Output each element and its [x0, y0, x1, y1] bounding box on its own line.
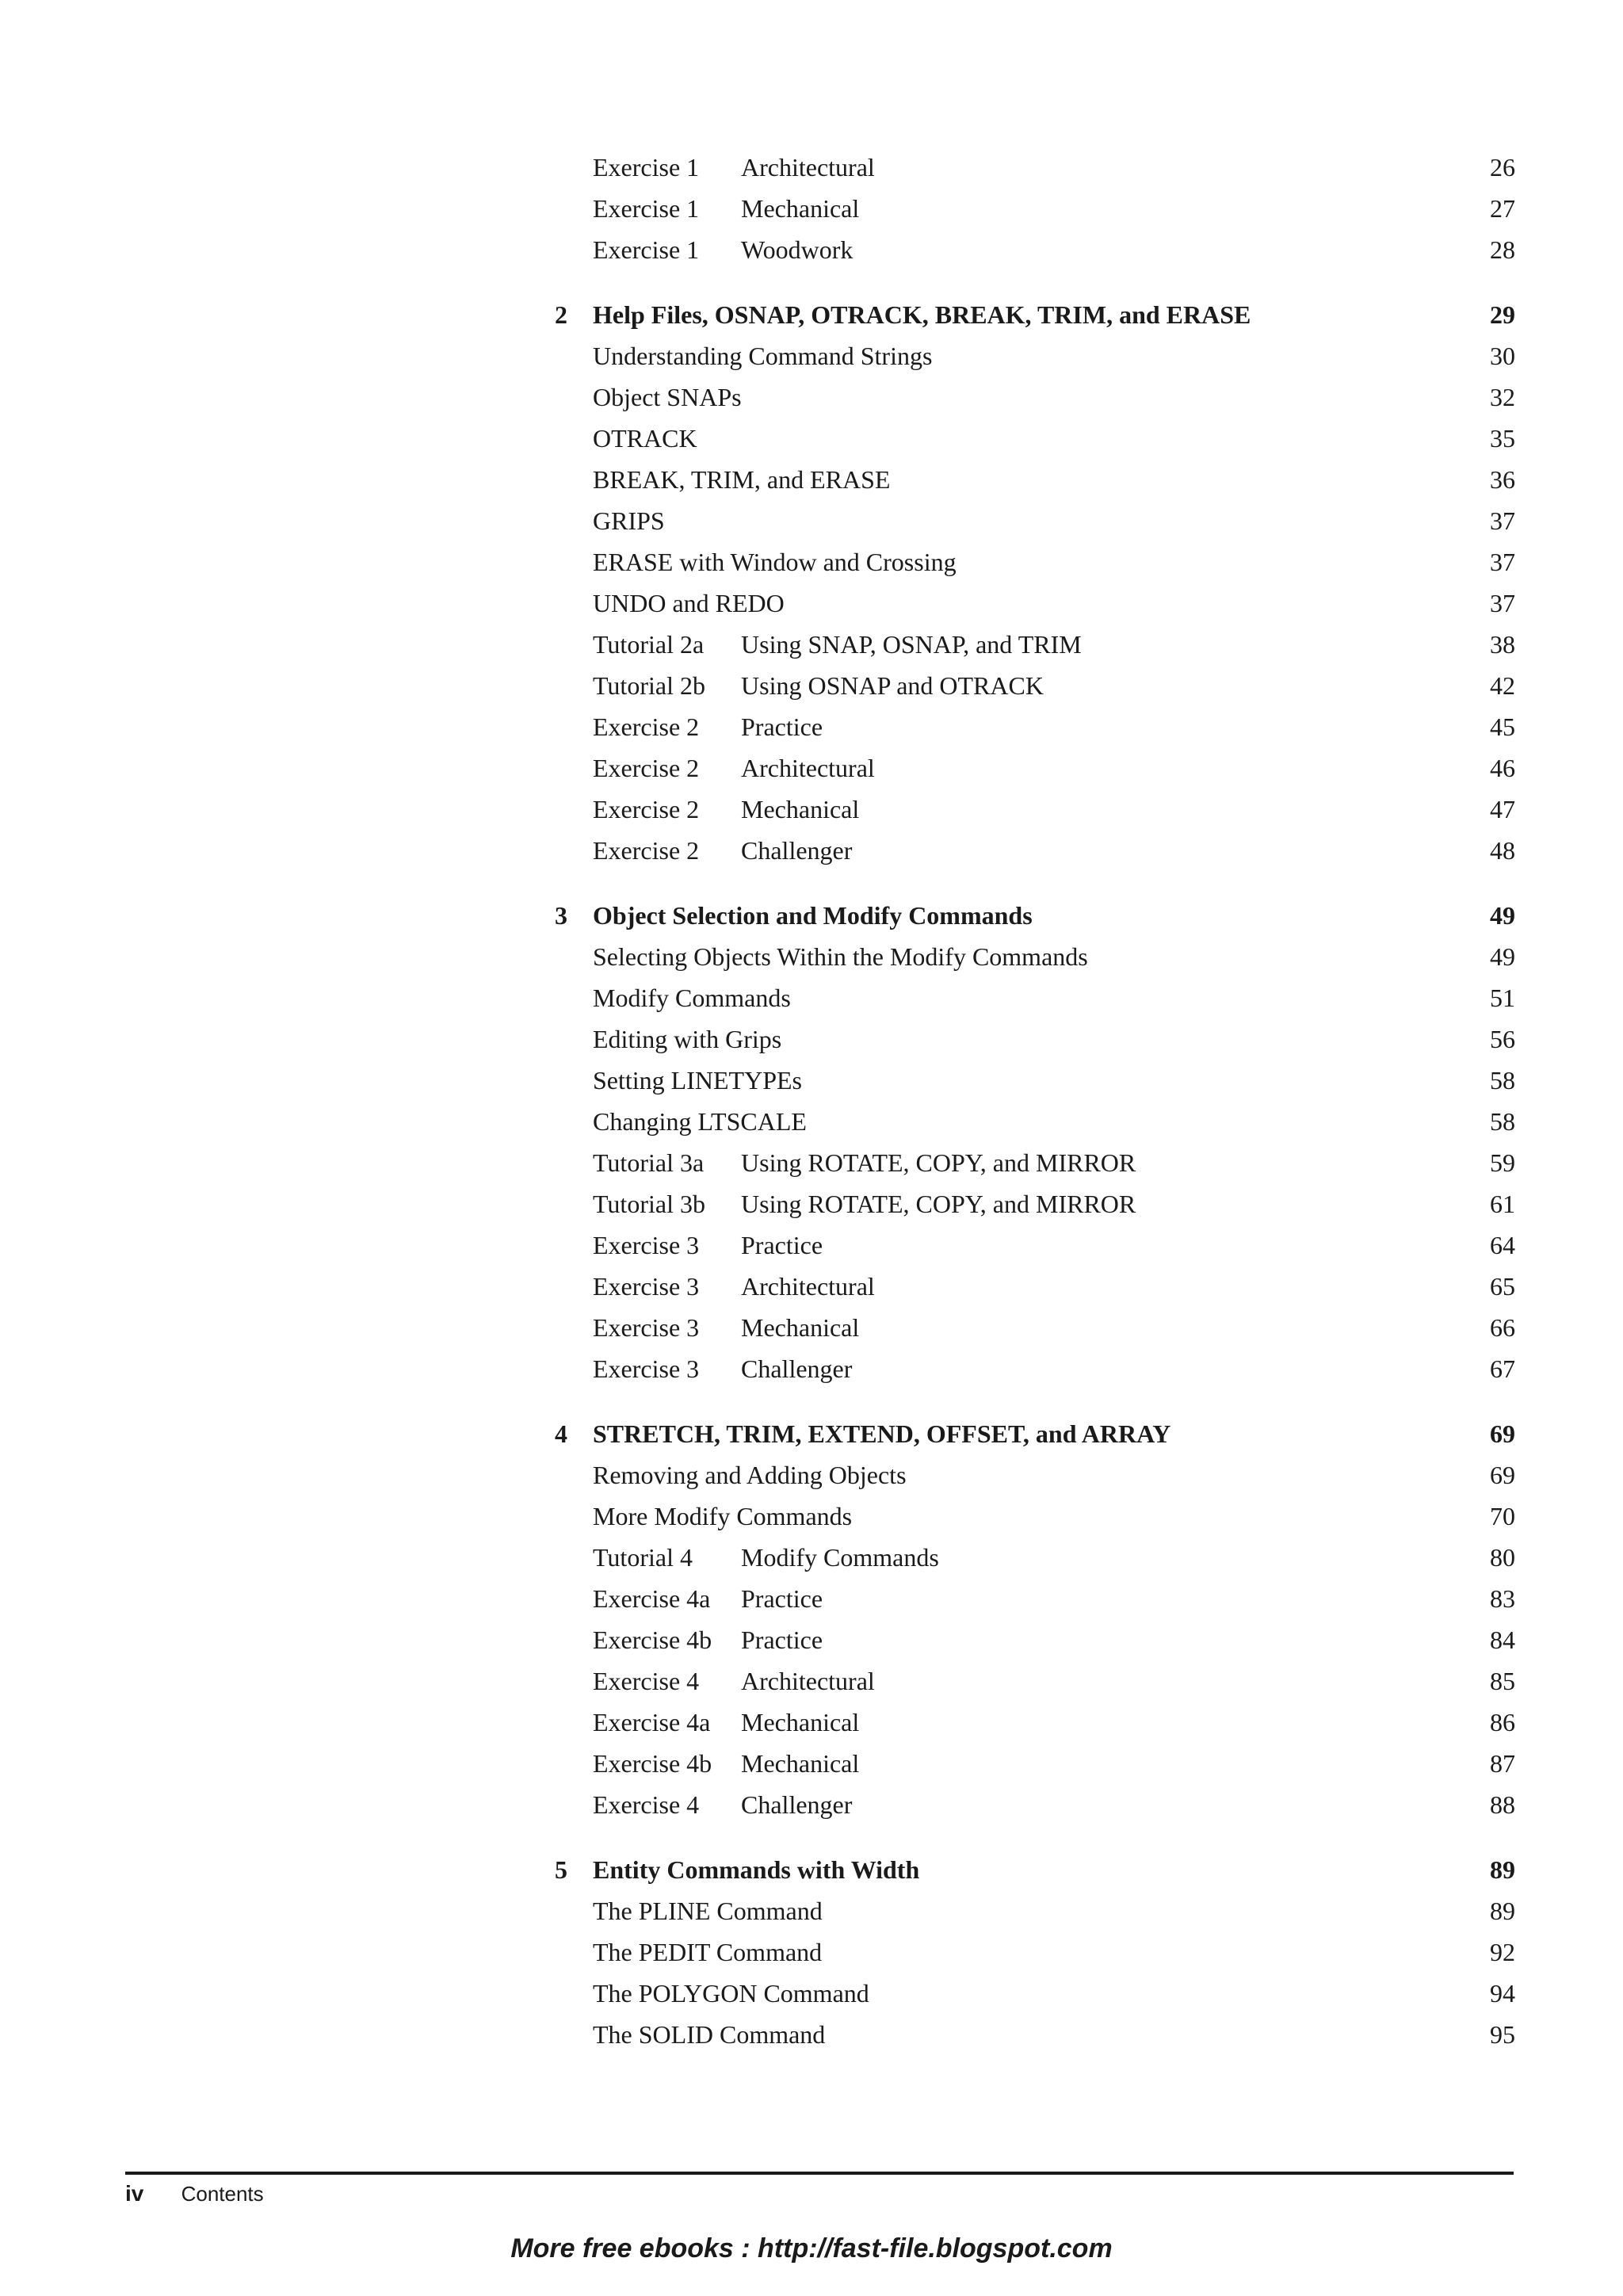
- toc-entry-title: Tutorial 3b: [593, 1190, 705, 1218]
- toc-chapter-row: [539, 1413, 1515, 1454]
- toc-page-number: 29: [1490, 300, 1515, 329]
- toc-entry-row: [539, 1578, 1515, 1619]
- toc-entry-subtitle: Challenger: [741, 1354, 853, 1383]
- toc-entry-subtitle: Mechanical: [741, 1313, 860, 1342]
- toc-entry-subtitle: Practice: [741, 1626, 823, 1654]
- toc-page-number: 46: [1490, 754, 1515, 782]
- toc-entry-row: [539, 1018, 1515, 1060]
- toc-page-number: 49: [1490, 901, 1515, 930]
- toc-page-number: 38: [1490, 630, 1515, 659]
- toc-entry-subtitle: Practice: [741, 1231, 823, 1259]
- toc-page-number: 95: [1490, 2020, 1515, 2049]
- toc-entry-title: Modify Commands: [593, 984, 791, 1012]
- toc-page-number: 30: [1490, 342, 1515, 370]
- toc-entry-title: OTRACK: [593, 424, 697, 453]
- toc-entry-subtitle: Using OSNAP and OTRACK: [741, 671, 1044, 700]
- page-footer: [125, 2181, 264, 2206]
- toc-entry-row: [539, 1183, 1515, 1224]
- toc-entry-row: [539, 1348, 1515, 1389]
- toc-entry-row: [539, 936, 1515, 977]
- toc-chapter-number: 4: [555, 1419, 567, 1448]
- toc-page-number: 36: [1490, 465, 1515, 494]
- toc-entry-title: Changing LTSCALE: [593, 1107, 807, 1136]
- toc-page-number: 37: [1490, 589, 1515, 617]
- toc-entry-row: [539, 1660, 1515, 1702]
- toc-entry-row: [539, 665, 1515, 706]
- toc-entry-subtitle: Architectural: [741, 1272, 875, 1301]
- toc-page-number: 48: [1490, 836, 1515, 865]
- toc-entry-row: [539, 747, 1515, 789]
- toc-page-number: 47: [1490, 795, 1515, 823]
- toc-section-gap: [539, 1825, 1515, 1849]
- toc-entry-row: [539, 147, 1515, 188]
- toc-page-number: 45: [1490, 712, 1515, 741]
- toc-entry-row: [539, 2014, 1515, 2055]
- toc-entry-subtitle: Challenger: [741, 1790, 853, 1819]
- toc-entry-title: Exercise 2: [593, 712, 700, 741]
- toc-entry-title: Tutorial 4: [593, 1543, 693, 1572]
- toc-section-gap: [539, 1389, 1515, 1413]
- toc-entry-subtitle: Practice: [741, 712, 823, 741]
- toc-entry-row: [539, 1060, 1515, 1101]
- toc-chapter-row: [539, 294, 1515, 335]
- toc-entry-row: [539, 830, 1515, 871]
- toc-page-number: 59: [1490, 1148, 1515, 1177]
- toc-page-number: 28: [1490, 235, 1515, 264]
- toc-entry-row: [539, 1743, 1515, 1784]
- toc-entry-title: BREAK, TRIM, and ERASE: [593, 465, 891, 494]
- toc-entry-subtitle: Mechanical: [741, 194, 860, 223]
- toc-page-number: 89: [1490, 1897, 1515, 1925]
- toc-page-number: 69: [1490, 1461, 1515, 1489]
- toc-entry-row: [539, 1702, 1515, 1743]
- toc-entry-title: Tutorial 2b: [593, 671, 705, 700]
- toc-entry-title: The SOLID Command: [593, 2020, 826, 2049]
- toc-chapter-title: STRETCH, TRIM, EXTEND, OFFSET, and ARRAY: [593, 1419, 1171, 1448]
- toc-page-number: 86: [1490, 1708, 1515, 1736]
- toc-entry-title: Selecting Objects Within the Modify Commands: [593, 942, 1088, 971]
- toc-page-number: 49: [1490, 942, 1515, 971]
- toc-page-number: 56: [1490, 1025, 1515, 1053]
- toc-chapter-number: 5: [555, 1855, 567, 1884]
- toc-entry-row: [539, 1454, 1515, 1496]
- footer-section-label: Contents: [181, 2182, 264, 2206]
- toc-entry-title: Exercise 3: [593, 1272, 700, 1301]
- toc-chapter-row: [539, 1849, 1515, 1890]
- toc-entry-subtitle: Architectural: [741, 153, 875, 181]
- toc-entry-row: [539, 1142, 1515, 1183]
- toc-entry-row: [539, 977, 1515, 1018]
- toc-entry-subtitle: Challenger: [741, 836, 853, 865]
- toc-entry-row: [539, 229, 1515, 270]
- toc-entry-row: [539, 541, 1515, 583]
- toc-entry-subtitle: Practice: [741, 1584, 823, 1613]
- toc-entry-row: [539, 1890, 1515, 1931]
- toc-page-number: 67: [1490, 1354, 1515, 1383]
- toc-page-number: 84: [1490, 1626, 1515, 1654]
- toc-chapter-title: Object Selection and Modify Commands: [593, 901, 1033, 930]
- toc-entry-title: ERASE with Window and Crossing: [593, 548, 957, 576]
- toc-entry-title: Exercise 1: [593, 194, 700, 223]
- toc-chapter-number: 2: [555, 300, 567, 329]
- toc-entry-title: Exercise 4b: [593, 1749, 712, 1778]
- toc-entry-title: Exercise 4a: [593, 1584, 711, 1613]
- toc-entry-subtitle: Using ROTATE, COPY, and MIRROR: [741, 1190, 1136, 1218]
- toc-entry-row: [539, 500, 1515, 541]
- table-of-contents: [539, 147, 1515, 2055]
- toc-entry-title: The POLYGON Command: [593, 1979, 869, 2008]
- toc-chapter-number: 3: [555, 901, 567, 930]
- toc-entry-title: The PLINE Command: [593, 1897, 823, 1925]
- toc-page-number: 61: [1490, 1190, 1515, 1218]
- toc-entry-row: [539, 1784, 1515, 1825]
- toc-page-number: 89: [1490, 1855, 1515, 1884]
- toc-page-number: 35: [1490, 424, 1515, 453]
- toc-entry-title: Object SNAPs: [593, 383, 742, 411]
- toc-page-number: 69: [1490, 1419, 1515, 1448]
- toc-entry-title: UNDO and REDO: [593, 589, 785, 617]
- toc-entry-subtitle: Using SNAP, OSNAP, and TRIM: [741, 630, 1082, 659]
- toc-page-number: 27: [1490, 194, 1515, 223]
- toc-entry-row: [539, 1496, 1515, 1537]
- toc-entry-title: Exercise 2: [593, 795, 700, 823]
- toc-page-number: 80: [1490, 1543, 1515, 1572]
- toc-entry-title: Exercise 3: [593, 1231, 700, 1259]
- footer-rule: [125, 2172, 1514, 2175]
- toc-entry-title: More Modify Commands: [593, 1502, 853, 1530]
- toc-entry-title: Exercise 1: [593, 235, 700, 264]
- toc-entry-title: Exercise 3: [593, 1354, 700, 1383]
- toc-entry-row: [539, 335, 1515, 376]
- toc-entry-row: [539, 706, 1515, 747]
- toc-page-number: 37: [1490, 548, 1515, 576]
- toc-entry-title: GRIPS: [593, 506, 665, 535]
- toc-entry-row: [539, 789, 1515, 830]
- toc-chapter-title: Help Files, OSNAP, OTRACK, BREAK, TRIM, and ERASE: [593, 300, 1251, 329]
- toc-entry-row: [539, 1224, 1515, 1266]
- toc-page-number: 70: [1490, 1502, 1515, 1530]
- toc-entry-subtitle: Modify Commands: [741, 1543, 939, 1572]
- toc-section-gap: [539, 270, 1515, 294]
- toc-page-number: 58: [1490, 1107, 1515, 1136]
- toc-entry-title: Exercise 2: [593, 836, 700, 865]
- toc-entry-title: Exercise 4: [593, 1667, 700, 1695]
- toc-entry-subtitle: Architectural: [741, 1667, 875, 1695]
- toc-page-number: 64: [1490, 1231, 1515, 1259]
- toc-page-number: 85: [1490, 1667, 1515, 1695]
- promo-link[interactable]: More free ebooks : http://fast-file.blogspot.com: [510, 2233, 1113, 2264]
- toc-page-number: 94: [1490, 1979, 1515, 2008]
- toc-page-number: 92: [1490, 1938, 1515, 1966]
- toc-entry-title: Tutorial 3a: [593, 1148, 705, 1177]
- toc-page-number: 37: [1490, 506, 1515, 535]
- toc-entry-row: [539, 418, 1515, 459]
- toc-page-number: 26: [1490, 153, 1515, 181]
- toc-entry-subtitle: Mechanical: [741, 1749, 860, 1778]
- toc-entry-title: Exercise 4b: [593, 1626, 712, 1654]
- toc-entry-title: Setting LINETYPEs: [593, 1066, 802, 1095]
- toc-entry-row: [539, 1266, 1515, 1307]
- toc-entry-row: [539, 188, 1515, 229]
- toc-section-gap: [539, 871, 1515, 895]
- toc-page-number: 87: [1490, 1749, 1515, 1778]
- toc-page-number: 65: [1490, 1272, 1515, 1301]
- toc-entry-row: [539, 376, 1515, 418]
- toc-page-number: 83: [1490, 1584, 1515, 1613]
- toc-entry-subtitle: Mechanical: [741, 795, 860, 823]
- toc-entry-subtitle: Architectural: [741, 754, 875, 782]
- toc-entry-title: Understanding Command Strings: [593, 342, 933, 370]
- toc-entry-title: Editing with Grips: [593, 1025, 782, 1053]
- toc-entry-row: [539, 583, 1515, 624]
- toc-entry-title: Exercise 3: [593, 1313, 700, 1342]
- toc-entry-row: [539, 1307, 1515, 1348]
- toc-page-number: 51: [1490, 984, 1515, 1012]
- toc-entry-subtitle: Using ROTATE, COPY, and MIRROR: [741, 1148, 1136, 1177]
- toc-entry-title: Removing and Adding Objects: [593, 1461, 907, 1489]
- page-folio: iv: [125, 2181, 144, 2206]
- toc-entry-title: Exercise 4a: [593, 1708, 711, 1736]
- toc-entry-row: [539, 1973, 1515, 2014]
- toc-entry-subtitle: Woodwork: [741, 235, 854, 264]
- toc-entry-subtitle: Mechanical: [741, 1708, 860, 1736]
- toc-entry-title: Tutorial 2a: [593, 630, 705, 659]
- toc-page-number: 58: [1490, 1066, 1515, 1095]
- toc-entry-row: [539, 624, 1515, 665]
- toc-entry-title: Exercise 4: [593, 1790, 700, 1819]
- toc-entry-row: [539, 1101, 1515, 1142]
- toc-entry-title: Exercise 1: [593, 153, 700, 181]
- toc-entry-row: [539, 1619, 1515, 1660]
- toc-entry-row: [539, 459, 1515, 500]
- toc-chapter-row: [539, 895, 1515, 936]
- toc-page-number: 32: [1490, 383, 1515, 411]
- toc-entry-title: Exercise 2: [593, 754, 700, 782]
- toc-entry-row: [539, 1931, 1515, 1973]
- toc-chapter-title: Entity Commands with Width: [593, 1855, 920, 1884]
- toc-page-number: 42: [1490, 671, 1515, 700]
- toc-page-number: 88: [1490, 1790, 1515, 1819]
- toc-entry-row: [539, 1537, 1515, 1578]
- toc-entry-title: The PEDIT Command: [593, 1938, 823, 1966]
- toc-page-number: 66: [1490, 1313, 1515, 1342]
